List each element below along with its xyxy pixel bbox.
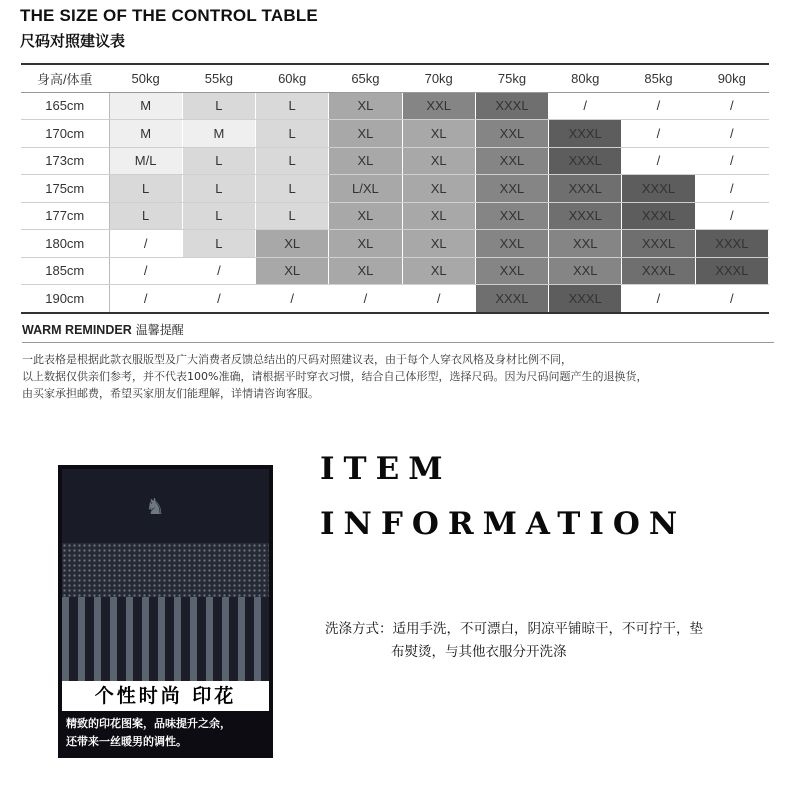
height-label: 175cm [21, 175, 109, 203]
stripe-print [62, 597, 269, 681]
size-cell: XL [402, 175, 475, 203]
height-label: 165cm [21, 92, 109, 120]
weight-header: 70kg [402, 64, 475, 92]
table-row [21, 175, 769, 203]
size-cell: XXL [549, 230, 622, 258]
size-cell: L [256, 120, 329, 148]
height-label: 190cm [21, 285, 109, 313]
size-cell: XXXL [475, 285, 548, 313]
size-cell: L [256, 147, 329, 175]
size-cell: / [182, 285, 255, 313]
size-cell: XXXL [695, 230, 768, 258]
height-label: 170cm [21, 120, 109, 148]
size-cell: XL [402, 120, 475, 148]
size-cell: XL [402, 257, 475, 285]
size-cell: XL [329, 92, 402, 120]
size-cell: XXL [402, 92, 475, 120]
size-cell: XL [329, 120, 402, 148]
warm-reminder-title-en: WARM REMINDER [22, 323, 132, 337]
brand-logo-icon: ♞ [145, 495, 165, 520]
size-table [21, 63, 769, 314]
size-cell: XL [329, 257, 402, 285]
size-cell: XXXL [549, 202, 622, 230]
size-table-body [21, 92, 769, 313]
weight-header: 85kg [622, 64, 695, 92]
size-cell: / [695, 120, 768, 148]
size-cell: XL [402, 230, 475, 258]
size-cell: / [622, 92, 695, 120]
warm-reminder-title [22, 321, 184, 338]
weight-header: 50kg [109, 64, 182, 92]
size-cell: / [256, 285, 329, 313]
size-cell: / [695, 175, 768, 203]
size-cell: / [329, 285, 402, 313]
size-cell: M [109, 92, 182, 120]
size-cell: XXXL [549, 285, 622, 313]
reminder-line: 由买家承担邮费，希望买家朋友们能理解，详情请咨询客服。 [22, 387, 319, 400]
table-row [21, 285, 769, 313]
size-cell: XXXL [622, 175, 695, 203]
size-cell: XXXL [549, 120, 622, 148]
weight-header: 65kg [329, 64, 402, 92]
size-cell: XL [256, 230, 329, 258]
size-cell: XXL [475, 202, 548, 230]
wash-line: 洗涤方式：适用手洗，不可漂白，阴凉平铺晾干，不可拧干，垫 [325, 621, 703, 637]
size-cell: XXL [475, 257, 548, 285]
print-description [66, 715, 271, 751]
size-cell: XL [329, 202, 402, 230]
size-cell: M/L [109, 147, 182, 175]
size-cell: XL [329, 147, 402, 175]
size-cell: XXXL [622, 257, 695, 285]
size-cell: XXXL [549, 147, 622, 175]
size-cell: / [622, 120, 695, 148]
print-description-line: 精致的印花图案，品味提升之余， [66, 717, 231, 730]
weight-header: 90kg [695, 64, 768, 92]
height-label: 185cm [21, 257, 109, 285]
size-cell: L [256, 202, 329, 230]
weight-header: 55kg [182, 64, 255, 92]
size-cell: XL [329, 230, 402, 258]
size-cell: XXL [475, 120, 548, 148]
size-cell: / [549, 92, 622, 120]
size-cell: XXL [475, 147, 548, 175]
size-cell: / [622, 285, 695, 313]
size-cell: XXXL [622, 230, 695, 258]
size-cell: L [109, 175, 182, 203]
item-information-heading [320, 442, 686, 552]
size-cell: / [109, 257, 182, 285]
size-cell: M [182, 120, 255, 148]
size-cell: / [695, 92, 768, 120]
reminder-line: 一此表格是根据此款衣服版型及广大消费者反馈总结出的尺码对照建议表，由于每个人穿衣风格及身材比例不同， [22, 353, 572, 366]
product-print-photo [58, 465, 273, 758]
wash-line: 布熨烫，与其他衣服分开洗涤 [391, 644, 567, 660]
weight-header: 80kg [549, 64, 622, 92]
table-row [21, 147, 769, 175]
table-row [21, 92, 769, 120]
reminder-line: 以上数据仅供亲们参考，并不代表100%准确，请根据平时穿衣习惯，结合自己体形型，选择尺码。因为尺码问题产生的退换货， [22, 370, 648, 383]
size-cell: / [622, 147, 695, 175]
size-cell: M [109, 120, 182, 148]
height-label: 180cm [21, 230, 109, 258]
washing-instructions [325, 618, 745, 664]
height-label: 177cm [21, 202, 109, 230]
table-row [21, 120, 769, 148]
size-cell: / [695, 202, 768, 230]
weight-header: 75kg [475, 64, 548, 92]
size-cell: / [402, 285, 475, 313]
size-cell: / [109, 285, 182, 313]
size-cell: XXXL [695, 257, 768, 285]
item-heading-line2: INFORMATION [320, 506, 687, 542]
dot-print-band [62, 543, 269, 598]
size-cell: / [695, 147, 768, 175]
item-heading-line1: ITEM [320, 451, 452, 487]
table-row [21, 230, 769, 258]
size-cell: L [182, 175, 255, 203]
size-table-header [21, 64, 769, 92]
size-cell: XL [402, 147, 475, 175]
size-cell: XXL [475, 175, 548, 203]
size-cell: L [182, 202, 255, 230]
size-cell: L [256, 92, 329, 120]
reminder-text [22, 351, 774, 402]
print-description-line: 还带来一丝暖男的调性。 [66, 735, 187, 748]
size-cell: / [182, 257, 255, 285]
size-cell: L/XL [329, 175, 402, 203]
title-en: THE SIZE OF THE CONTROL TABLE [20, 6, 318, 25]
size-cell: XXL [549, 257, 622, 285]
warm-reminder-title-cn: 温馨提醒 [135, 323, 184, 337]
size-cell: L [256, 175, 329, 203]
size-cell: L [109, 202, 182, 230]
table-corner-label: 身高/体重 [21, 64, 109, 92]
size-cell: L [182, 92, 255, 120]
size-cell: XXL [475, 230, 548, 258]
size-cell: / [695, 285, 768, 313]
size-cell: L [182, 147, 255, 175]
reminder-divider [22, 342, 774, 343]
size-cell: XXXL [475, 92, 548, 120]
size-cell: XXXL [549, 175, 622, 203]
table-row [21, 202, 769, 230]
size-cell: / [109, 230, 182, 258]
size-cell: XL [256, 257, 329, 285]
height-label: 173cm [21, 147, 109, 175]
print-caption: 个性时尚 印花 [62, 681, 269, 711]
title-cn: 尺码对照建议表 [20, 32, 126, 50]
size-cell: XXXL [622, 202, 695, 230]
weight-header: 60kg [256, 64, 329, 92]
table-row [21, 257, 769, 285]
size-cell: L [182, 230, 255, 258]
size-cell: XL [402, 202, 475, 230]
